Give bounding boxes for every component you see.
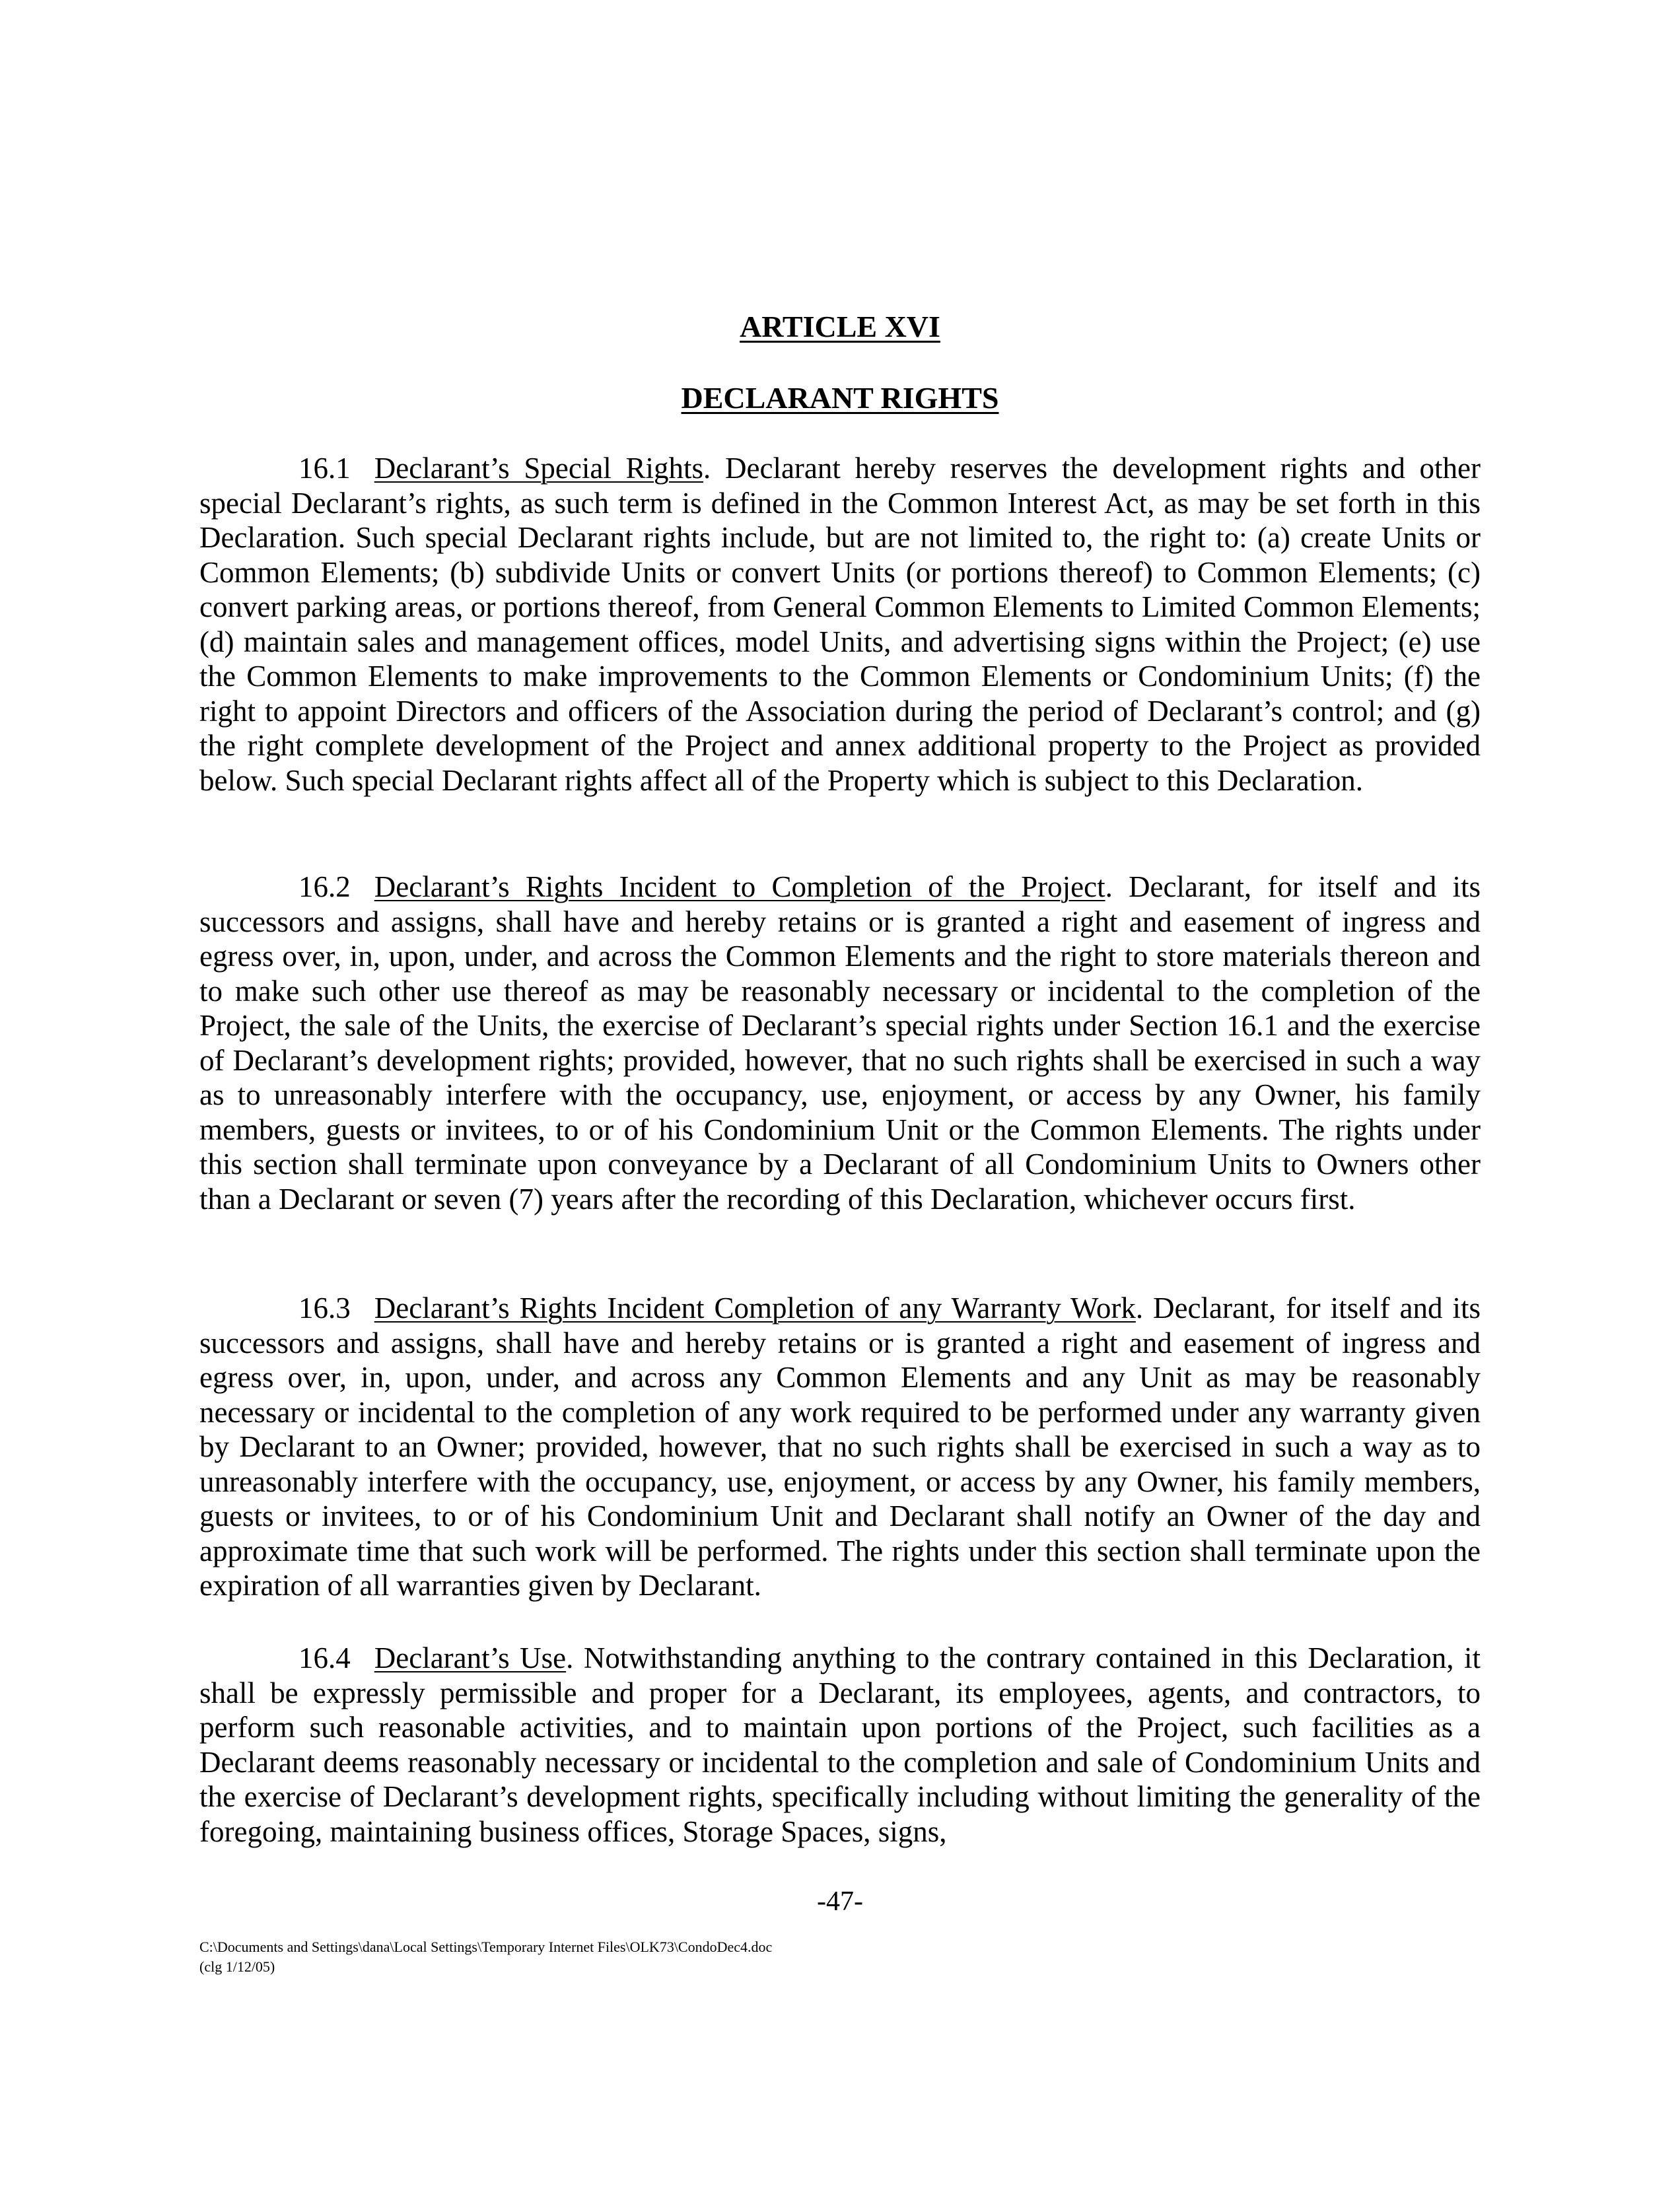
section-number: 16.3: [298, 1291, 351, 1325]
page-number: -47-: [817, 1886, 863, 1917]
article-number: ARTICLE XVI: [740, 310, 940, 343]
section-number: 16.4: [298, 1641, 351, 1674]
footer-date: (clg 1/12/05): [199, 1958, 275, 1975]
section-16-1: [199, 451, 1481, 798]
section-heading: Declarant’s Special Rights: [374, 452, 704, 485]
section-body: . Declarant, for itself and its successors and assigns, shall have and hereby retains or is granted a right and easement of ingress and egress over, in, upon, under, and across any Common Elements and any Unit as may be reasonably necessary or incidental to the completion of any work required to be performed under any warranty given by Declarant to an Owner; provided, however, that no such rights shall be exercised in such a way as to unreasonably interfere with the occupancy, use, enjoyment, or access by any Owner, his family members, guests or invitees, to or of his Condominium Unit and Declarant shall notify an Owner of the day and approximate time that such work will be performed. The rights under this section shall terminate upon the expiration of all warranties given by Declarant.: [199, 1291, 1481, 1602]
article-title: DECLARANT RIGHTS: [681, 381, 999, 415]
section-number: 16.1: [298, 452, 351, 485]
section-16-2: [199, 870, 1481, 1216]
section-number: 16.2: [298, 870, 351, 903]
section-body: . Declarant, for itself and its successors and assigns, shall have and hereby retains or is granted a right and easement of ingress and egress over, in, upon, under, and across the Common Elements and the right to store materials thereon and to make such other use thereof as may be reasonably necessary or incidental to the completion of the Project, the sale of the Units, the exercise of Declarant’s special rights under Section 16.1 and the exercise of Declarant’s development rights; provided, however, that no such rights shall be exercised in such a way as to unreasonably interfere with the occupancy, use, enjoyment, or access by any Owner, his family members, guests or invitees, to or of his Condominium Unit or the Common Elements. The rights under this section shall terminate upon conveyance by a Declarant of all Condominium Units to Owners other than a Declarant or seven (7) years after the recording of this Declaration, whichever occurs first.: [199, 870, 1481, 1216]
section-heading: Declarant’s Rights Incident Completion of any Warranty Work: [374, 1291, 1136, 1325]
section-heading: Declarant’s Rights Incident to Completion of the Project: [374, 870, 1105, 903]
section-body: . Notwithstanding anything to the contrary contained in this Declaration, it shall be expressly permissible and proper for a Declarant, its employees, agents, and contractors, to perform such reasonable activities, and to maintain upon portions of the Project, such facilities as a Declarant deems reasonably necessary or incidental to the completion and sale of Condominium Units and the exercise of Declarant’s development rights, specifically including without limiting the generality of the foregoing, maintaining business offices, Storage Spaces, signs,: [199, 1641, 1481, 1848]
section-body: . Declarant hereby reserves the development rights and other special Declarant’s rights, as such term is defined in the Common Interest Act, as may be set forth in this Declaration. Such special Declarant rights include, but are not limited to, the right to: (a) create Units or Common Elements; (b) subdivide Units or convert Units (or portions thereof) to Common Elements; (c) convert parking areas, or portions thereof, from General Common Elements to Limited Common Elements; (d) maintain sales and management offices, model Units, and advertising signs within the Project; (e) use the Common Elements to make improvements to the Common Elements or Condominium Units; (f) the right to appoint Directors and officers of the Association during the period of Declarant’s control; and (g) the right complete development of the Project and annex additional property to the Project as provided below. Such special Declarant rights affect all of the Property which is subject to this Declaration.: [199, 452, 1481, 797]
section-16-4: [199, 1641, 1481, 1849]
section-heading: Declarant’s Use: [374, 1641, 567, 1674]
footer-file-path: C:\Documents and Settings\dana\Local Settings\Temporary Internet Files\OLK73\CondoDec4.doc: [199, 1939, 773, 1955]
section-16-3: [199, 1291, 1481, 1603]
